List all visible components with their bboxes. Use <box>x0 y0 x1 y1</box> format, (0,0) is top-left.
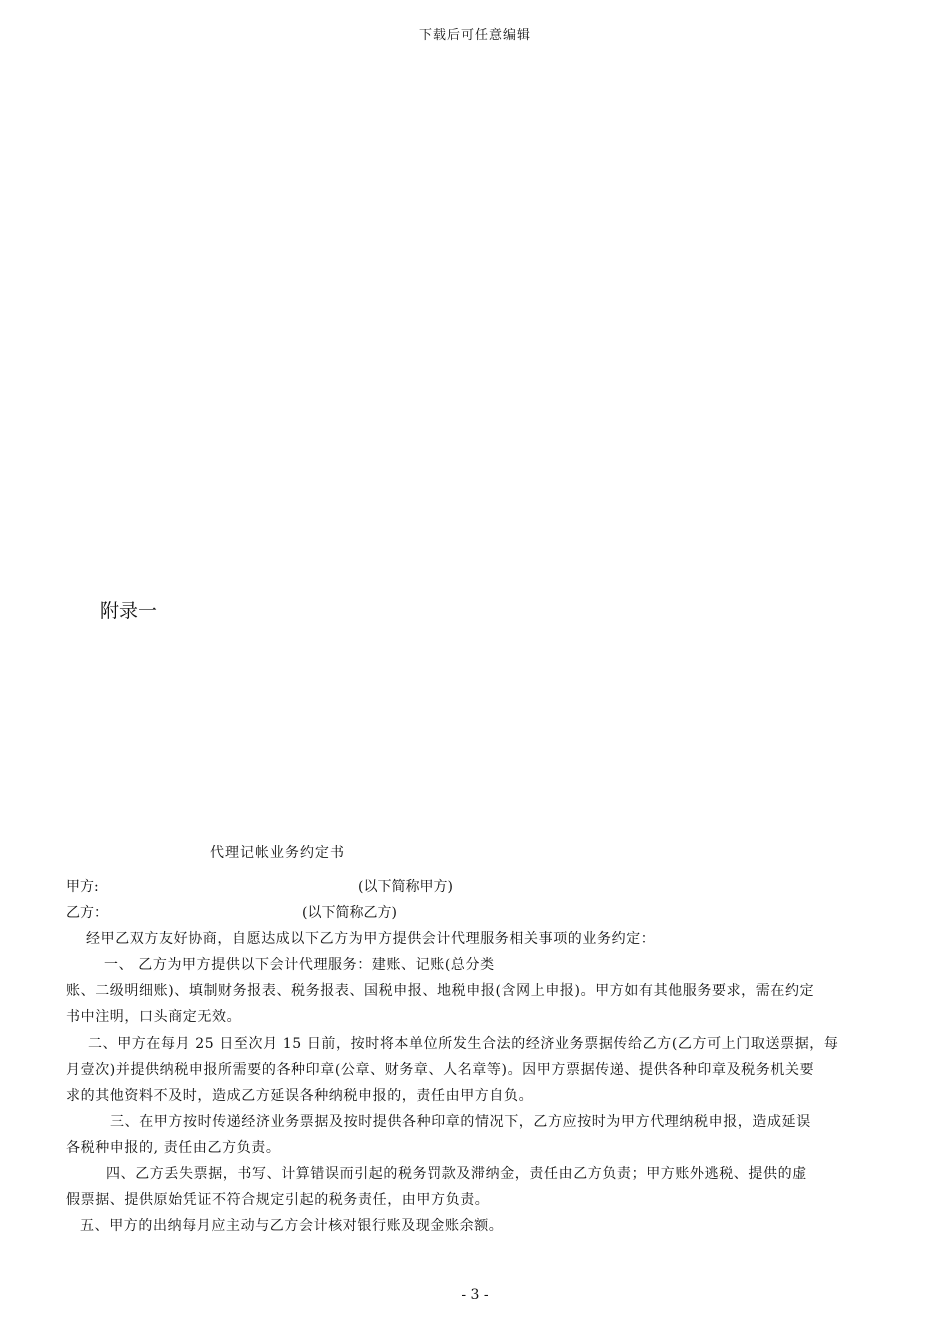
appendix-title: 附录一 <box>100 600 158 622</box>
clause-3-line-1: 三、在甲方按时传递经济业务票据及按时提供各种印章的情况下，乙方应按时为甲方代理纳税申报，造成延误 <box>110 1114 811 1130</box>
clause-1-line-3: 书中注明，口头商定无效。 <box>66 1009 242 1025</box>
clause-3-line-2: 各税种申报的, 责任由乙方负责。 <box>66 1140 281 1156</box>
page-header: 下载后可任意编辑 <box>418 28 531 43</box>
clause-2-line-1: 二、甲方在每月 25 日至次月 15 日前，按时将本单位所发生合法的经济业务票据传给乙方(乙方可上门取送票据，每 <box>88 1036 839 1052</box>
party-b-label: 乙方： <box>66 905 108 921</box>
clause-2-line-2: 月壹次)并提供纳税申报所需要的各种印章(公章、财务章、人名章等)。因甲方票据传递、提供各种印章及税务机关要 <box>66 1062 815 1078</box>
document-title: 代理记帐业务约定书 <box>210 845 345 861</box>
clause-1-line-1: 一、 乙方为甲方提供以下会计代理服务：建账、记账(总分类 <box>104 957 495 973</box>
clause-5-line-1: 五、甲方的出纳每月应主动与乙方会计核对银行账及现金账余额。 <box>80 1218 504 1234</box>
intro-paragraph: 经甲乙双方友好协商，自愿达成以下乙方为甲方提供会计代理服务相关事项的业务约定： <box>86 931 656 947</box>
clause-1-line-2: 账、二级明细账)、填制财务报表、税务报表、国税申报、地税申报(含网上申报)。甲方如有其他服务要求，需在约定 <box>66 983 815 999</box>
clause-4-line-2: 假票据、提供原始凭证不符合规定引起的税务责任，由甲方负责。 <box>66 1192 490 1208</box>
clause-4-line-1: 四、乙方丢失票据，书写、计算错误而引起的税务罚款及滞纳金，责任由乙方负责；甲方账外逃税、提供的虚 <box>106 1166 807 1182</box>
page-number: - 3 - <box>461 1287 489 1303</box>
party-a-label: 甲方: <box>66 879 99 895</box>
party-a-note: (以下简称甲方) <box>358 879 453 895</box>
party-b-note: (以下简称乙方) <box>302 905 397 921</box>
clause-2-line-3: 求的其他资料不及时，造成乙方延误各种纳税申报的，责任由甲方自负。 <box>66 1088 534 1104</box>
